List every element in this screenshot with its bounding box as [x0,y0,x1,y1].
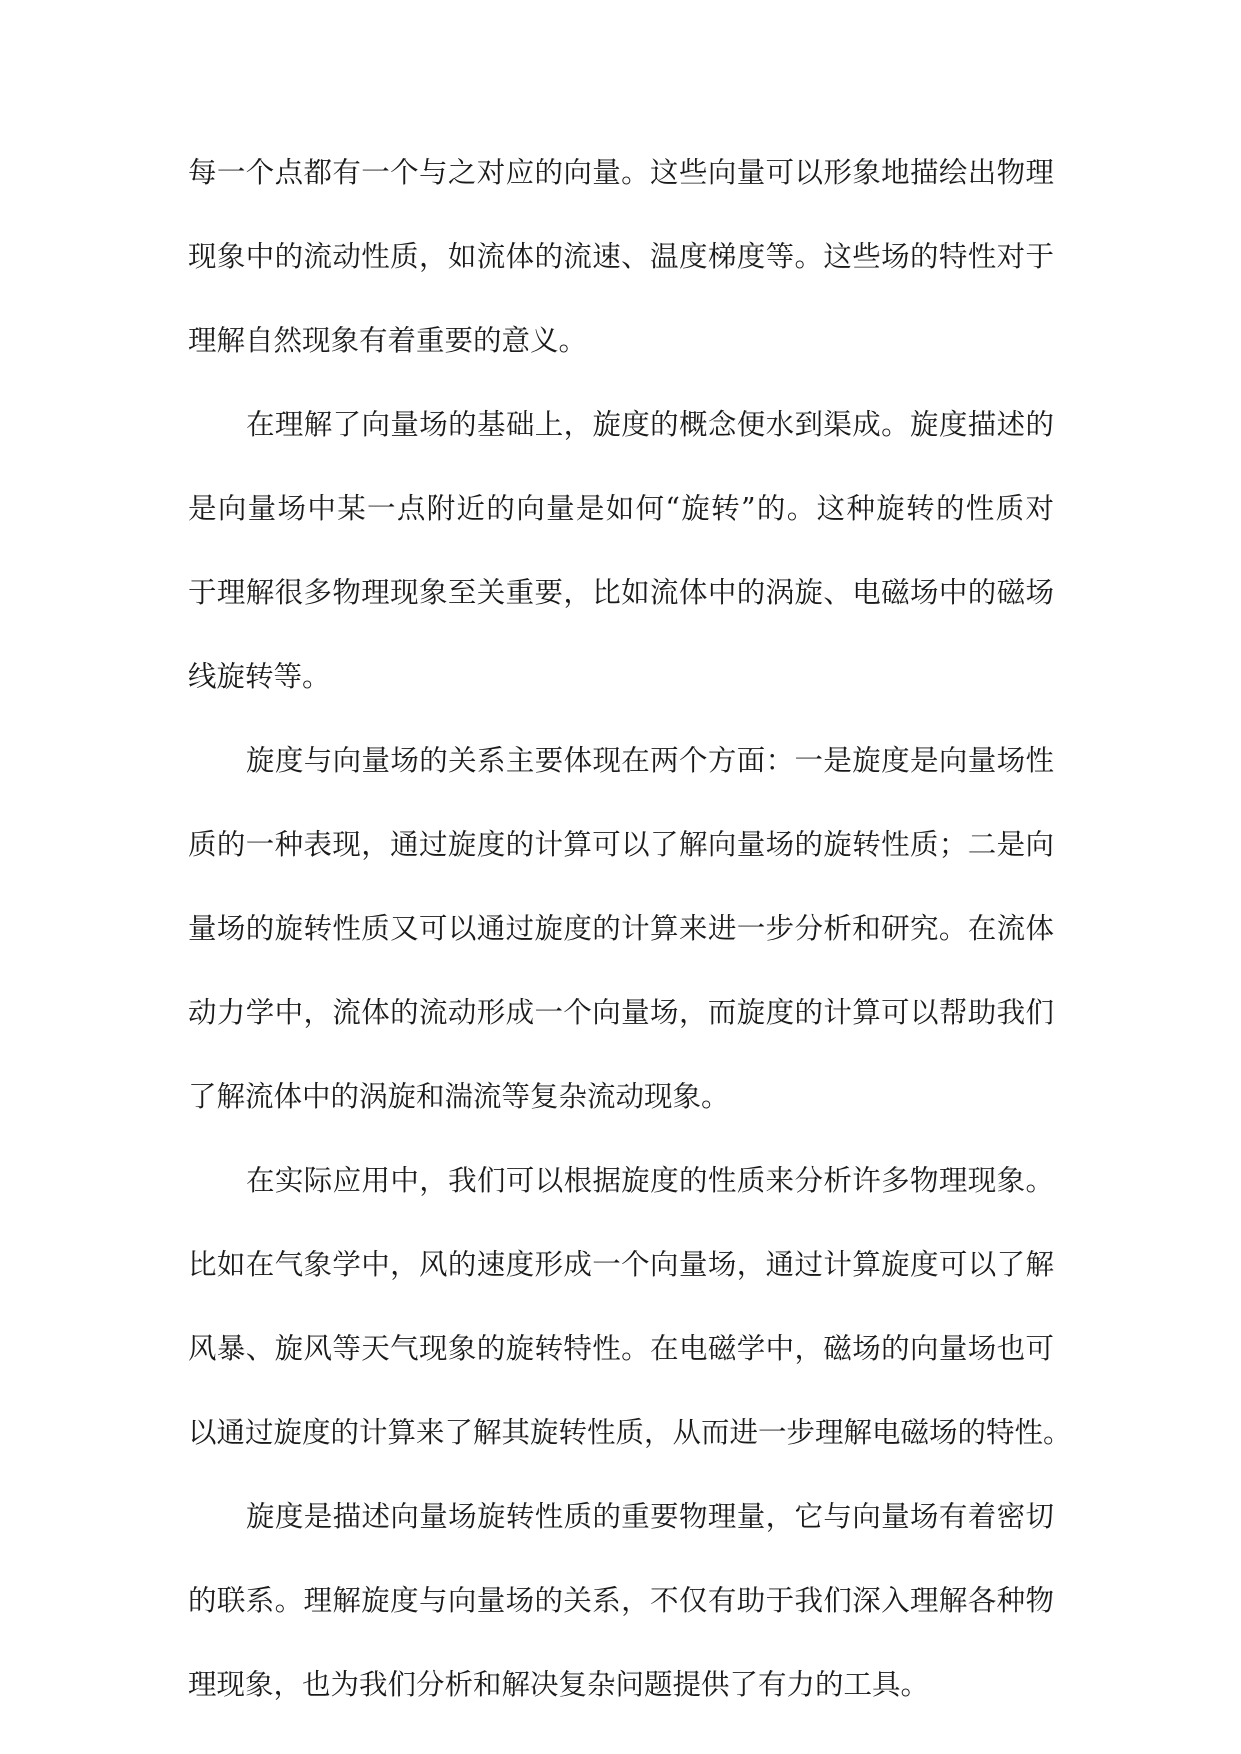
text-line: 量场的旋转性质又可以通过旋度的计算来进一步分析和研究。在流体 [188,912,1054,945]
text-line: 每一个点都有一个与之对应的向量。这些向量可以形象地描绘出物理 [188,156,1054,189]
text-line: 风暴、旋风等天气现象的旋转特性。在电磁学中，磁场的向量场也可 [188,1332,1054,1365]
text-line: 动力学中，流体的流动形成一个向量场，而旋度的计算可以帮助我们 [188,996,1054,1029]
paragraph-first-line: 在理解了向量场的基础上，旋度的概念便水到渠成。旋度描述的 [246,408,1054,441]
paragraph-first-line: 在实际应用中，我们可以根据旋度的性质来分析许多物理现象。 [246,1164,1054,1197]
paragraph-first-line: 旋度是描述向量场旋转性质的重要物理量，它与向量场有着密切 [246,1500,1054,1533]
text-line: 是向量场中某一点附近的向量是如何“旋转”的。这种旋转的性质对 [188,492,1054,525]
text-line: 理现象，也为我们分析和解决复杂问题提供了有力的工具。 [188,1668,930,1701]
text-line: 的联系。理解旋度与向量场的关系，不仅有助于我们深入理解各种物 [188,1584,1054,1617]
text-line: 比如在气象学中，风的速度形成一个向量场，通过计算旋度可以了解 [188,1248,1054,1281]
paragraph-first-line: 旋度与向量场的关系主要体现在两个方面：一是旋度是向量场性 [246,744,1054,777]
text-line: 以通过旋度的计算来了解其旋转性质，从而进一步理解电磁场的特性。 [188,1416,1072,1449]
text-line: 现象中的流动性质，如流体的流速、温度梯度等。这些场的特性对于 [188,240,1054,273]
text-line: 了解流体中的涡旋和湍流等复杂流动现象。 [188,1080,730,1113]
text-line: 理解自然现象有着重要的意义。 [188,324,588,357]
text-line: 线旋转等。 [188,660,331,693]
text-line: 于理解很多物理现象至关重要，比如流体中的涡旋、电磁场中的磁场 [188,576,1054,609]
body-text [188,145,1072,1741]
text-line: 质的一种表现，通过旋度的计算可以了解向量场的旋转性质；二是向 [188,828,1054,861]
